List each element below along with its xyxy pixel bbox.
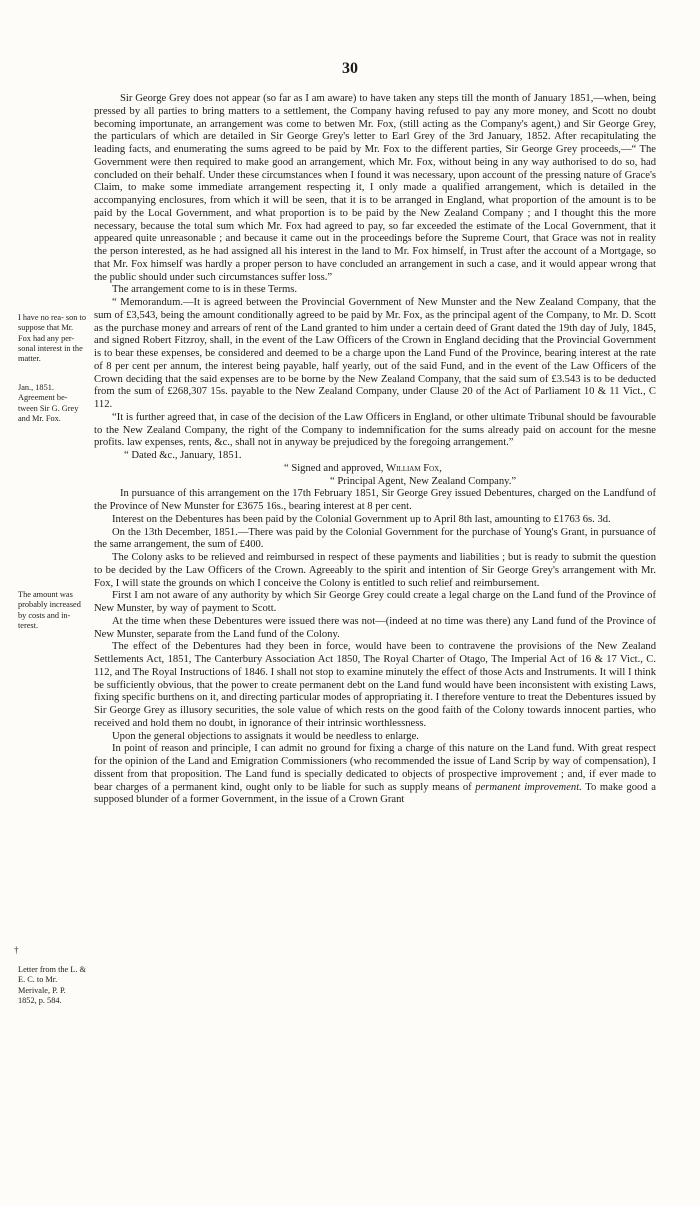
paragraph bbox=[94, 743, 656, 807]
margin-note-fox-interest: I have no rea- son to suppose that Mr. Fox had any per- sonal interest in the matter. bbox=[18, 313, 86, 364]
paragraph: Upon the general objections to assignats it would be needless to enlarge. bbox=[112, 730, 419, 742]
memorandum-paragraph: “It is further agreed that, in case of the decision of the Law Officers in England, or other ultimate Tribunal should be favourable to the New Zealand Company, the right of the Company to indemnification for the sums already paid on account for the mesne profits. law expenses, rents, &c., shall not in anyway be prejudiced by the foregoing arrangement.” bbox=[94, 411, 656, 449]
signature-title: “ Principal Agent, New Zealand Company.” bbox=[330, 475, 517, 487]
paragraph: Interest on the Debentures has been paid by the Colonial Government up to April 8th last, amounting to £1763 6s. 3d. bbox=[112, 513, 611, 525]
paragraph: First I am not aware of any authority by which Sir George Grey could create a legal charge on the Land fund of the Province of New Munster, by way of payment to Scott. bbox=[94, 590, 656, 614]
paragraph: The Colony asks to be relieved and reimbursed in respect of these payments and liabilities ; but is ready to submit the question to be decided by the Law Officers of the Crown. Agreeably to the spirit and intention of Sir George Grey's arrangement with Mr. Fox, I will state the grounds on which I conceive the Colony is entitled to such relief and reimbursement. bbox=[94, 552, 656, 589]
paragraph: The arrangement come to is in these Terms. bbox=[112, 284, 297, 296]
paragraph-text-end: To make good a supposed blunder of a former Government, in the issue of a Crown Grant bbox=[94, 781, 656, 806]
memorandum-paragraph: “ Memorandum.—It is agreed between the Provincial Government of New Munster and the New Zealand Company, that the sum of £3,543, being the amount conditionally agreed to be paid by Mr. Fox, as the principal agent of the Company, to Mr. D. Scott as the purchase money and arrears of rent of the Land granted to him under a certain deed of Grant dated the 19th day of July, 1845, and signed Robert Fitzroy, shall, in the event of the Law Officers of the Crown in England deciding that the Provincial Government is to bear these expenses, be considered and deemed to be a charge upon the Land Fund of the Province, bearing interest at the rate of 8 per cent per annum, the interest being payable, half yearly, out of the said Fund, and in the event of the Law Officers of the Crown deciding that the said expenses are to be borne by the New Zealand Company, that the said sum of £3.543 is to be deducted from the sum of £268,307 15s. payable to the New Zealand Company, under Clause 20 of the Act of Parliament 10 & 11 Vict., C 112. bbox=[94, 297, 656, 410]
margin-note-agreement: Jan., 1851. Agreement be- tween Sir G. Grey and Mr. Fox. bbox=[18, 383, 79, 423]
signature-prefix: “ Signed and approved, bbox=[284, 462, 384, 474]
signature-name: William Fox, bbox=[386, 462, 442, 474]
paragraph: On the 13th December, 1851.—There was paid by the Colonial Government for the purchase of Young's Grant, in pursuance of the same arrangement, the sum of £400. bbox=[94, 526, 656, 551]
dated-line: “ Dated &c., January, 1851. bbox=[124, 450, 242, 461]
margin-note-amount-increased: The amount was probably increased by costs and in- terest. bbox=[18, 590, 81, 630]
paragraph-text: In point of reason and principle, I can admit no ground for fixing a charge of this nature on the Land fund. With great respect for the opinion of the Land and Emigration Commissioners (who recommended the issue of Land Scrip by way of compensation), I dissent from that proposition. The Land fund is specially dedicated to objects of prospective improvement ; and, if ever made to bear charges of a permanent kind, ought only to be liable for such as supply means of bbox=[94, 743, 656, 793]
emphasis-text: permanent improvement. bbox=[475, 781, 582, 793]
margin-note-letter-reference: Letter from the L. & E. C. to Mr. Merivale, P. P. 1852, p. 584. bbox=[18, 965, 86, 1005]
signature-line bbox=[94, 463, 656, 476]
paragraph: At the time when these Debentures were issued there was not—(indeed at no time was there) any Land fund of the Province of New Munster, separate from the Land fund of the Colony. bbox=[94, 615, 656, 640]
main-text bbox=[94, 93, 656, 807]
paragraph: The effect of the Debentures had they been in force, would have been to contravene the provisions of the New Zealand Settlements Act, 1851, The Canterbury Association Act 1850, The Royal Charter of Otago, The Imperial Act of 16 & 17 Vict., C. 112, and The Royal Instructions of 1846. I shall not stop to examine minutely the effect of those Acts and Instruments. It will I think be sufficiently obvious, that the power to create permanent debt on the Land fund would have been inconsistent with existing Laws, fixing specific burthens on it, and directing particular modes of appropriating it. I therefore venture to treat the Debentures issued by Sir George Grey as illusory securities, the sole value of which rests on the good faith of the Colony towards innocent parties, who received and hold them no doubt, in ignorance of their intrinsic worthlessness. bbox=[94, 641, 656, 729]
page-number: 30 bbox=[342, 60, 358, 77]
paragraph: Sir George Grey does not appear (so far as I am aware) to have taken any steps till the month of January 1851,—when, being pressed by all parties to bring matters to a settlement, the Company having refused to pay any more money, and Scott no doubt becoming importunate, an arrangement was come to betwen Mr. Fox, (still acting as the Company's agent,) and Sir George Grey, the particulars of which are detailed in Sir George Grey's letter to Earl Grey of the 3rd January, 1852. After recapitulating the leading facts, and enumerating the sums agreed to be paid by Mr. Fox to the different parties, Sir George Grey proceeds,—“ The Government were then required to make good an arrangement, which Mr. Fox, without being in any way authorised to do so, had concluded on their behalf. Under these circumstances when I found it was necessary, upon account of the pressing nature of Grace's Claim, to make some immediate arrangement respecting it, I only made a qualified arrangement, which is detailed in the accompanying enclosures, from which it will be seen, that it is to be arranged in England, what proportion of the amount is to be paid by the Local Government, and what proportion is to be paid by the New Zealand Company ; and I thought this the more necessary, because the total sum which Mr. Fox had agreed to pay, so far exceeded the estimate of the Local Government, that it appeared quite unreasonable ; and because it came out in the proceedings before the Supreme Court, that Grace was not in reality the person interested, as he had assigned all his interest in the land to Mr. Fox himself, in Trust after the account of a Mortgage, so that Mr. Fox himself was hardly a proper person to have concluded an arrangement in such a case, and it would appear wrong that the public should under such circumstances suffer loss.” bbox=[94, 93, 656, 283]
margin-mark: † bbox=[14, 945, 19, 955]
paragraph: In pursuance of this arrangement on the 17th February 1851, Sir George Grey issued Debentures, charged on the Landfund of the Province of New Munster for £3675 16s., bearing interest at 8 per cent. bbox=[94, 488, 656, 512]
